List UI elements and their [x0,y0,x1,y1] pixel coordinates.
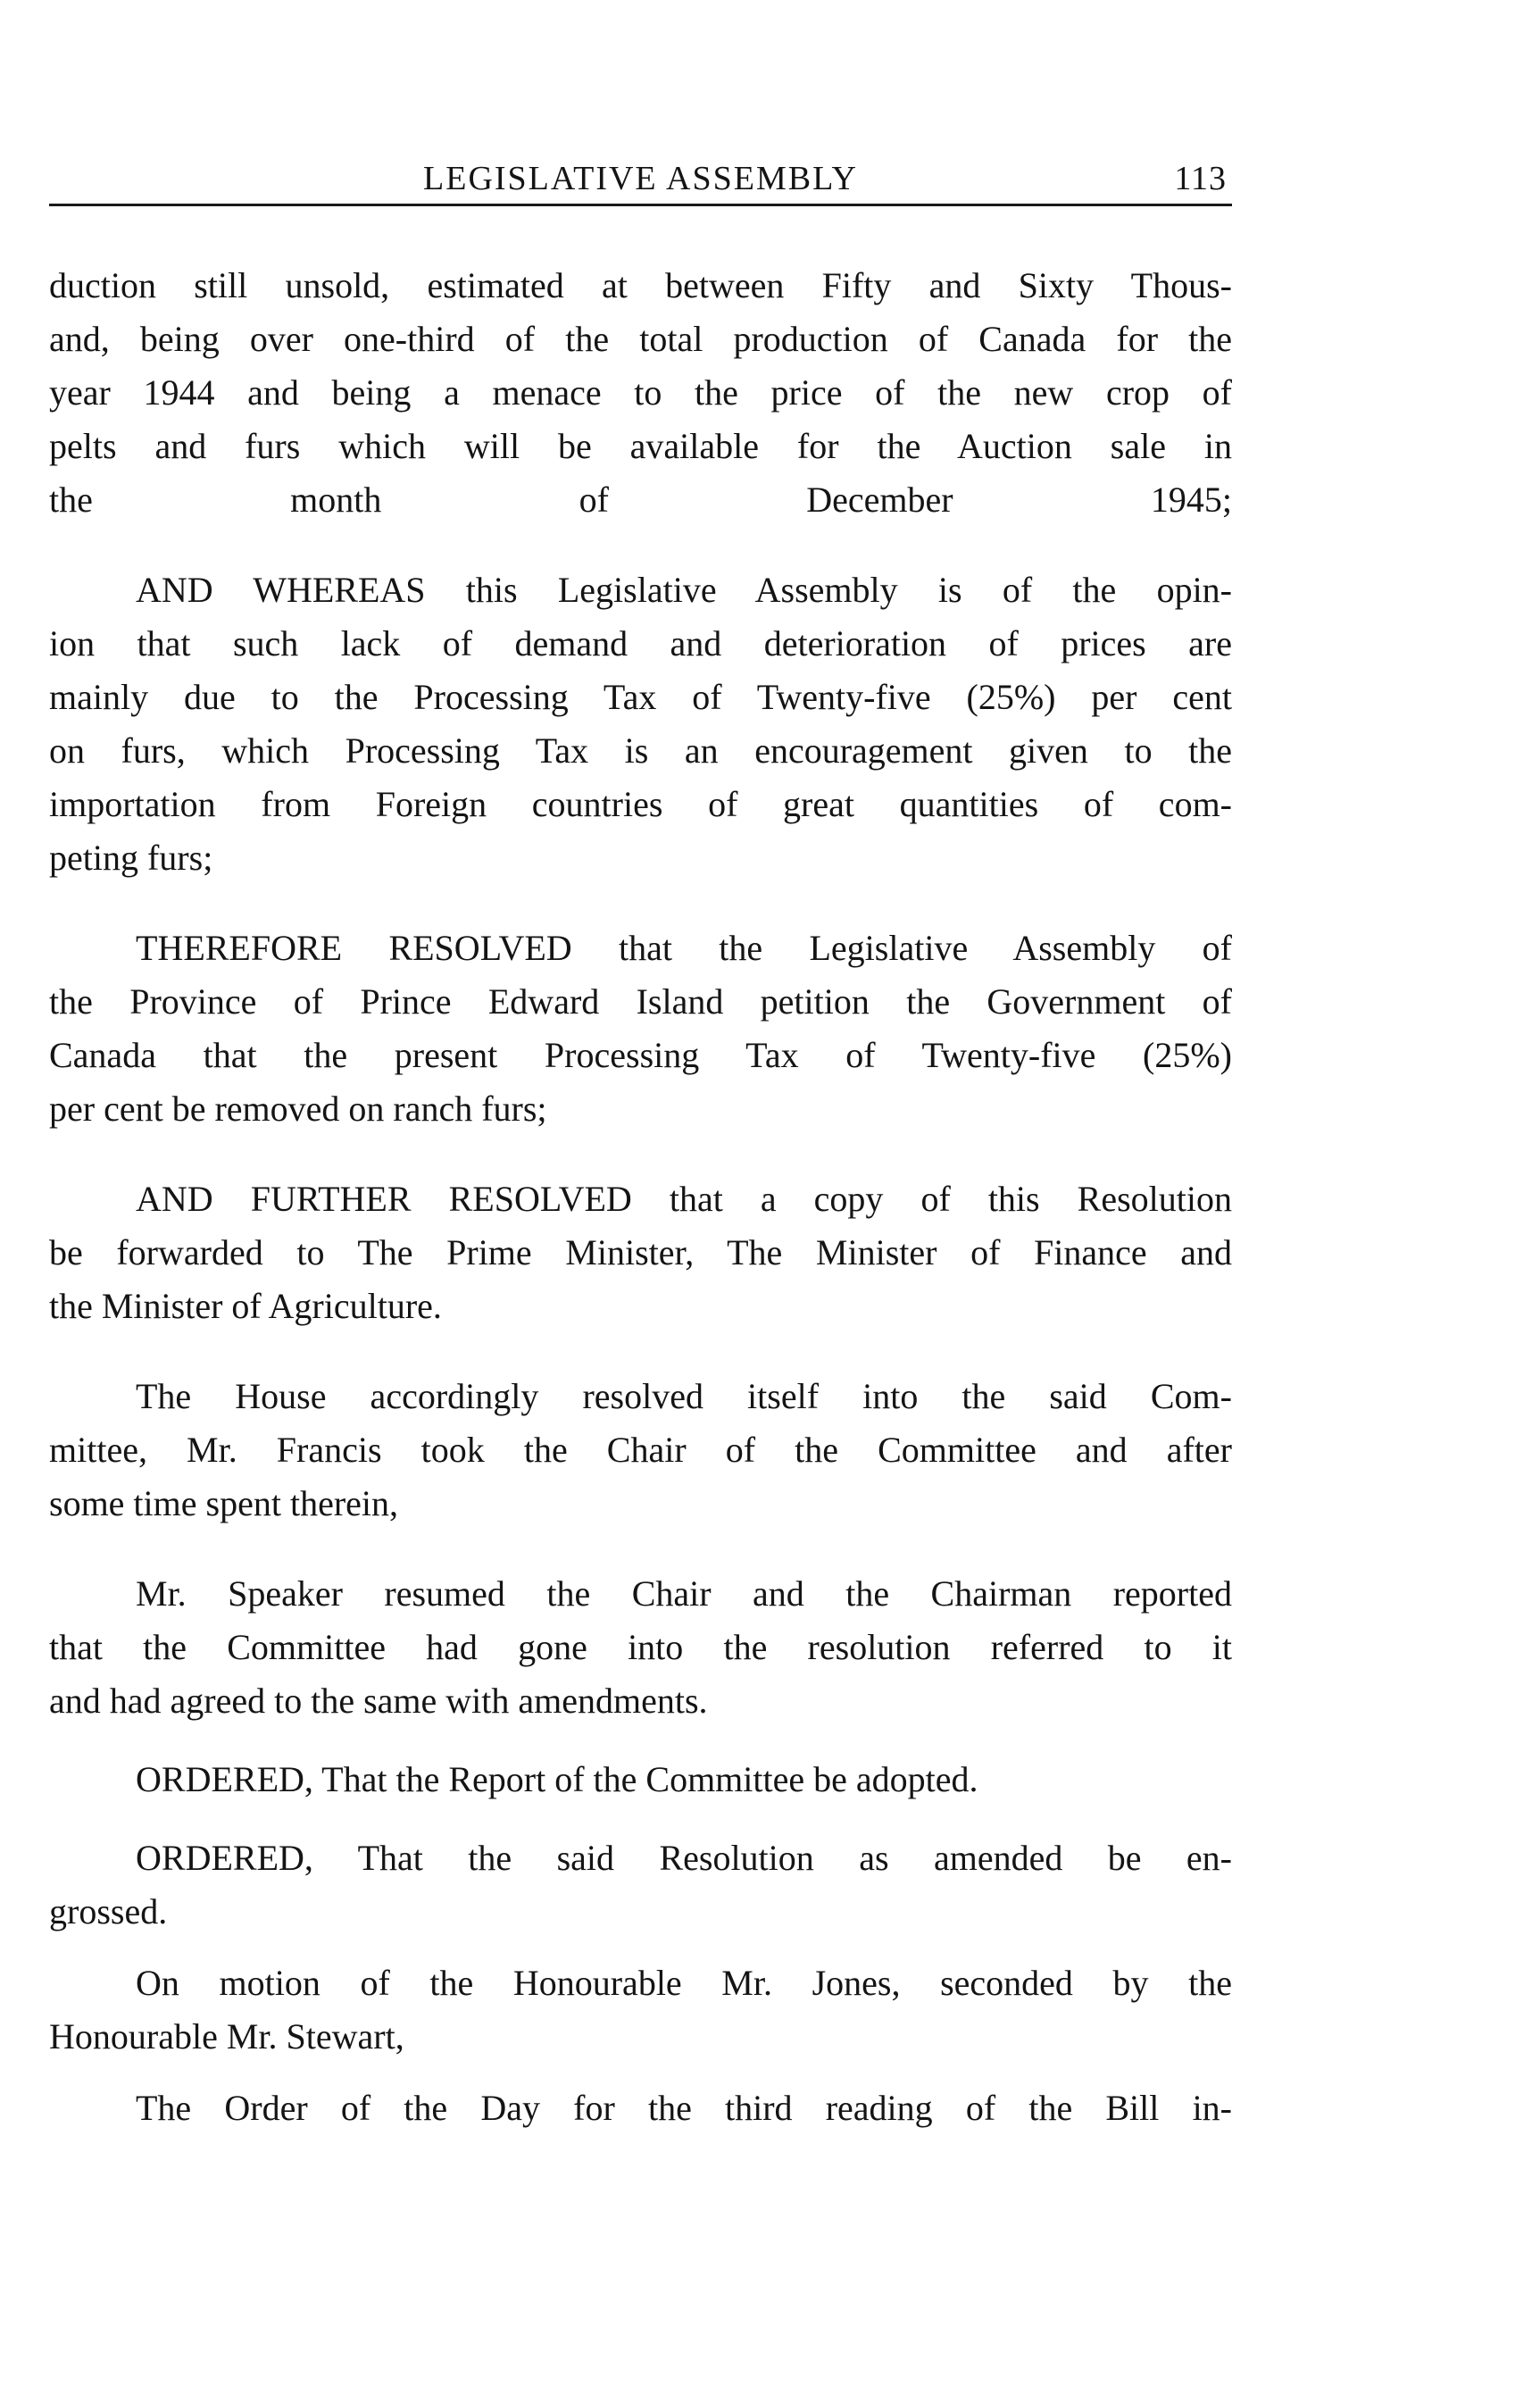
text-line: on furs, which Processing Tax is an encouragement given to the [49,730,1232,771]
page-number: 113 [1174,160,1227,197]
paragraph-speaker-resumed [49,1567,1232,1728]
text-line: the Minister of Agriculture. [49,1286,442,1326]
paragraph-whereas [49,563,1232,885]
text-line: ORDERED, That the said Resolution as amended be en- [136,1838,1232,1878]
text-line: per cent be removed on ranch furs; [49,1089,547,1129]
text-line: pelts and furs which will be available for the Auction sale in [49,426,1232,466]
text-line: AND WHEREAS this Legislative Assembly is of the opin- [136,570,1232,610]
text-line: some time spent therein, [49,1483,399,1523]
text-line: ion that such lack of demand and deterioration of prices are [49,623,1232,663]
paragraph-ordered-engrossed [49,1831,1232,1939]
paragraph-order-of-the-day [49,2081,1232,2135]
text-line: the month of December 1945; [49,480,1232,520]
paragraph-continuation [49,259,1232,527]
text-line: importation from Foreign countries of great quantities of com- [49,784,1232,824]
text-line: ORDERED, That the Report of the Committee be adopted. [136,1759,978,1799]
paragraph-ordered-adopted [49,1753,1232,1806]
body-text [49,259,1232,2135]
header-title: LEGISLATIVE ASSEMBLY [423,160,858,197]
text-line: AND FURTHER RESOLVED that a copy of this Resolution [136,1179,1232,1219]
paragraph-further-resolved [49,1172,1232,1333]
text-line: be forwarded to The Prime Minister, The Minister of Finance and [49,1232,1232,1272]
running-header [49,157,1232,206]
text-line: mainly due to the Processing Tax of Twenty-five (25%) per cent [49,677,1232,717]
text-line: peting furs; [49,838,213,878]
paragraph-therefore-resolved [49,922,1232,1136]
text-line: duction still unsold, estimated at between Fifty and Sixty Thous- [49,265,1232,305]
text-line: grossed. [49,1891,168,1931]
text-line: and had agreed to the same with amendments. [49,1681,708,1721]
text-line: the Province of Prince Edward Island petition the Government of [49,981,1232,1022]
text-line: The Order of the Day for the third reading of the Bill in- [136,2088,1232,2128]
text-line: year 1944 and being a menace to the price of the new crop of [49,372,1232,413]
text-line: and, being over one-third of the total production of Canada for the [49,319,1232,359]
text-line: Canada that the present Processing Tax of Twenty-five (25%) [49,1035,1232,1075]
paragraph-on-motion [49,1956,1232,2064]
text-line: Mr. Speaker resumed the Chair and the Chairman reported [136,1573,1232,1614]
paragraph-house-resolved [49,1370,1232,1531]
text-line: On motion of the Honourable Mr. Jones, seconded by the [136,1963,1232,2003]
text-line: THEREFORE RESOLVED that the Legislative Assembly of [136,928,1232,968]
text-line: Honourable Mr. Stewart, [49,2016,404,2056]
text-line: mittee, Mr. Francis took the Chair of the Committee and after [49,1430,1232,1470]
text-line: that the Committee had gone into the resolution referred to it [49,1627,1232,1667]
text-line: The House accordingly resolved itself into the said Com- [136,1376,1232,1416]
